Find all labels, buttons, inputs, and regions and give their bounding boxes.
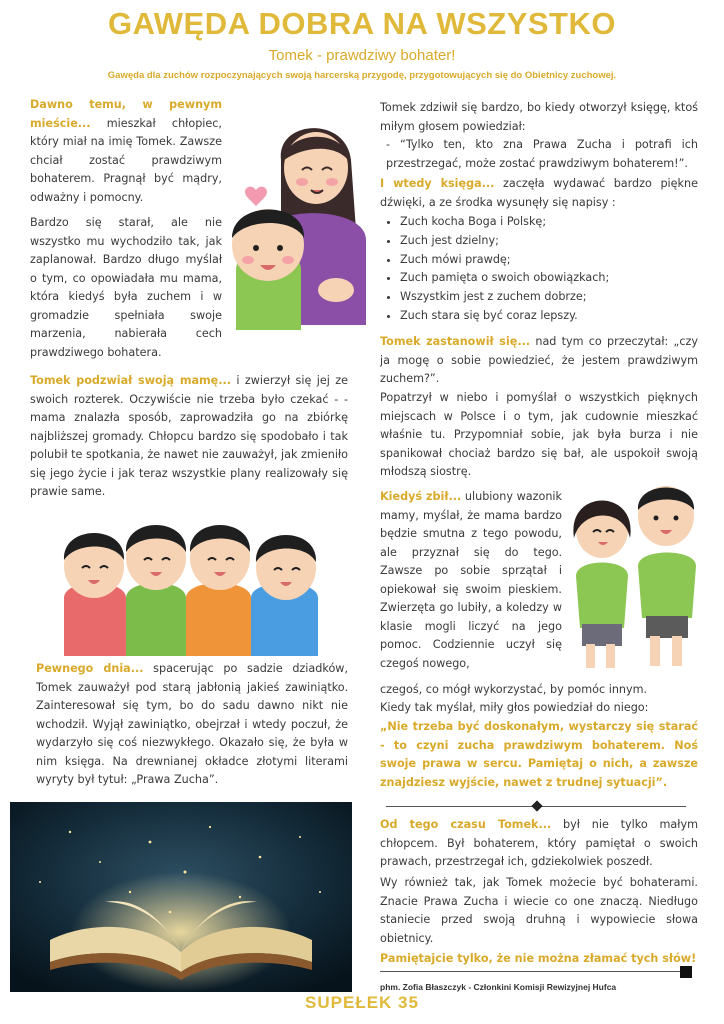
mother-and-son-illustration — [226, 120, 376, 340]
left-paragraph-3: Tomek podzwiał swoją mamę... i zwierzył się jej ze swoich rozterek. Oczywiście nie trzeba było czekać - - mama znalazła sposób, zaprowadziła go na zbiórkę najbliższej gromady. Chłopcu bardzo się spodobało i tak polubił te spotkania, że nawet nie zauważył, jak zmieniło się jego życie i jak teraz wszystkie plany realizowały się prawie same. — [30, 374, 348, 498]
four-kids-illustration — [56, 508, 326, 656]
law-item: • Zuch stara się być coraz lepszy. — [400, 307, 698, 326]
right-paragraph-6-tail: czegoś, co mógł wykorzystać, by pomóc innym. — [380, 683, 648, 696]
magic-book-image — [10, 802, 352, 992]
lead-od-tego-czasu: Od tego czasu Tomek... — [380, 818, 552, 831]
author-credit: phm. Zofia Błaszczyk - Członkini Komisji Rewizyjnej Hufca — [380, 982, 617, 992]
two-kids-illustration — [566, 478, 716, 674]
lead-tomek-podziwial: Tomek podzwiał swoją mamę... — [30, 374, 232, 387]
right-paragraph-3: I wtedy księga... zaczęła wydawać bardzo piękne dźwięki, a ze środka wysunęły się napisy : — [380, 177, 698, 209]
author-end-marker-icon — [680, 966, 692, 978]
right-paragraph-1: Tomek zdziwił się bardzo, bo kiedy otworzył księgę, ktoś miłym głosem powiedział: — [380, 101, 698, 133]
left-paragraph-2: Bardzo się starał, ale nie wszystko mu wychodziło tak, jak zaplanował. Bardzo długo myślał o tym, co opowiadała mu mama, która kiedyś była zuchem i w gromadzie spełniała swoje marzenia, nabierała cech prawdziwego bohatera. — [30, 216, 222, 359]
wisdom-quote: „Nie trzeba być doskonałym, wystarczy się starać - to czyni zucha prawdziwym bohaterem. Noś swoje prawa w sercu. Pamiętaj o nich, a zawsze znajdziesz wyjście, nawet z trudnej sytuacji”. — [380, 720, 698, 789]
law-item: • Zuch pamięta o swoich obowiązkach; — [400, 269, 698, 288]
right-paragraph-4: Tomek zastanowił się... nad tym co przeczytał: „czy ja mogę o sobie powiedzieć, że jestem prawdziwym zuchem?”. — [380, 335, 698, 385]
left-paragraph-1: Dawno temu, w pewnym mieście... mieszkał chłopiec, który miał na imię Tomek. Zawsze chciał zostać prawdziwym bohaterem. Pragnął być mądry, odważny i pomocny. — [30, 98, 222, 204]
law-item: • Wszystkim jest z zuchem dobrze; — [400, 288, 698, 307]
right-paragraph-10: Wy również tak, jak Tomek możecie być bohaterami. Znacie Prawa Zucha i wiecie co one znaczą. Niedługo staniecie przed swoją druhną i wypowiecie słowa obietnicy. — [380, 876, 698, 945]
page-subtitle: Tomek - prawdziwy bohater! — [268, 47, 456, 64]
right-paragraph-7: Kiedy tak myślał, miły głos powiedział do niego: — [380, 701, 649, 714]
lead-tomek-zastanowil: Tomek zastanowił się... — [380, 335, 531, 348]
right-paragraph-2: - “Tylko ten, kto zna Prawa Zucha i potrafi ich przestrzegać, może zostać prawdziwym bohaterem!”. — [386, 138, 698, 170]
page-footer: SUPEŁEK 35 — [305, 993, 419, 1012]
law-item: • Zuch jest dzielny; — [400, 232, 698, 251]
right-paragraph-6: Kiedyś zbił... ulubiony wazonik mamy, myślał, że mama bardzo będzie smutna z tego powodu, ale przyznał się do tego. Zawsze po sobie sprzątał i opiekował się swoim pieskiem. Zwierzęta go lubiły, a koledzy w klasie mogli liczyć na jego pomoc. Codziennie uczył się czegoś nowego, — [380, 490, 562, 670]
right-paragraph-9: Od tego czasu Tomek... był nie tylko małym chłopcem. Był bohaterem, który pamiętał o swoich prawach, przestrzegał ich, gdziekolwiek poszedł. — [380, 818, 698, 868]
left-paragraph-4: Pewnego dnia... spacerując po sadzie dziadków, Tomek zauważył pod starą jabłonią jakieś zawiniątko. Zainteresował się tym, bo do sadu dawno nikt nie wchodził. Wyjął zawiniątko, obejrzał i wtedy poczuł, że wydarzyło się coś niezwykłego. Okazało się, że była w nim księga. Na drewnianej okładce złotymi literami wyryty był tytuł: „Prawa Zucha”. — [36, 662, 348, 786]
lead-i-wtedy-ksiega: I wtedy księga... — [380, 177, 495, 190]
author-rule — [380, 971, 680, 972]
lead-pewnego-dnia: Pewnego dnia... — [36, 662, 144, 675]
intro-text: Gawęda dla zuchów rozpoczynających swoją harcerską przygodę, przygotowujących się do Obietnicy zuchowej. — [107, 70, 617, 81]
laws-list — [380, 213, 698, 326]
right-paragraph-5: Popatrzył w niebo i pomyślał o wszystkich pięknych miejscach w Polsce i o tym, jak cudownie mieszkać właśnie tu. Przypomniał sobie, jak była burza i nie spanikował chociaż bardzo się bał, ale uspokoił swoją młodszą siostrę. — [380, 391, 698, 478]
law-item: • Zuch kocha Boga i Polskę; — [400, 213, 698, 232]
law-item: • Zuch mówi prawdę; — [400, 251, 698, 270]
page-title: GAWĘDA DOBRA NA WSZYSTKO — [108, 6, 616, 41]
divider-diamond-icon — [531, 800, 542, 811]
lead-dawno-temu: Dawno temu, w pewnym mieście... — [30, 98, 222, 130]
closing-quote: Pamiętajcie tylko, że nie można złamać tych słów! — [380, 952, 697, 965]
lead-kiedys-zbil: Kiedyś zbił... — [380, 490, 462, 503]
